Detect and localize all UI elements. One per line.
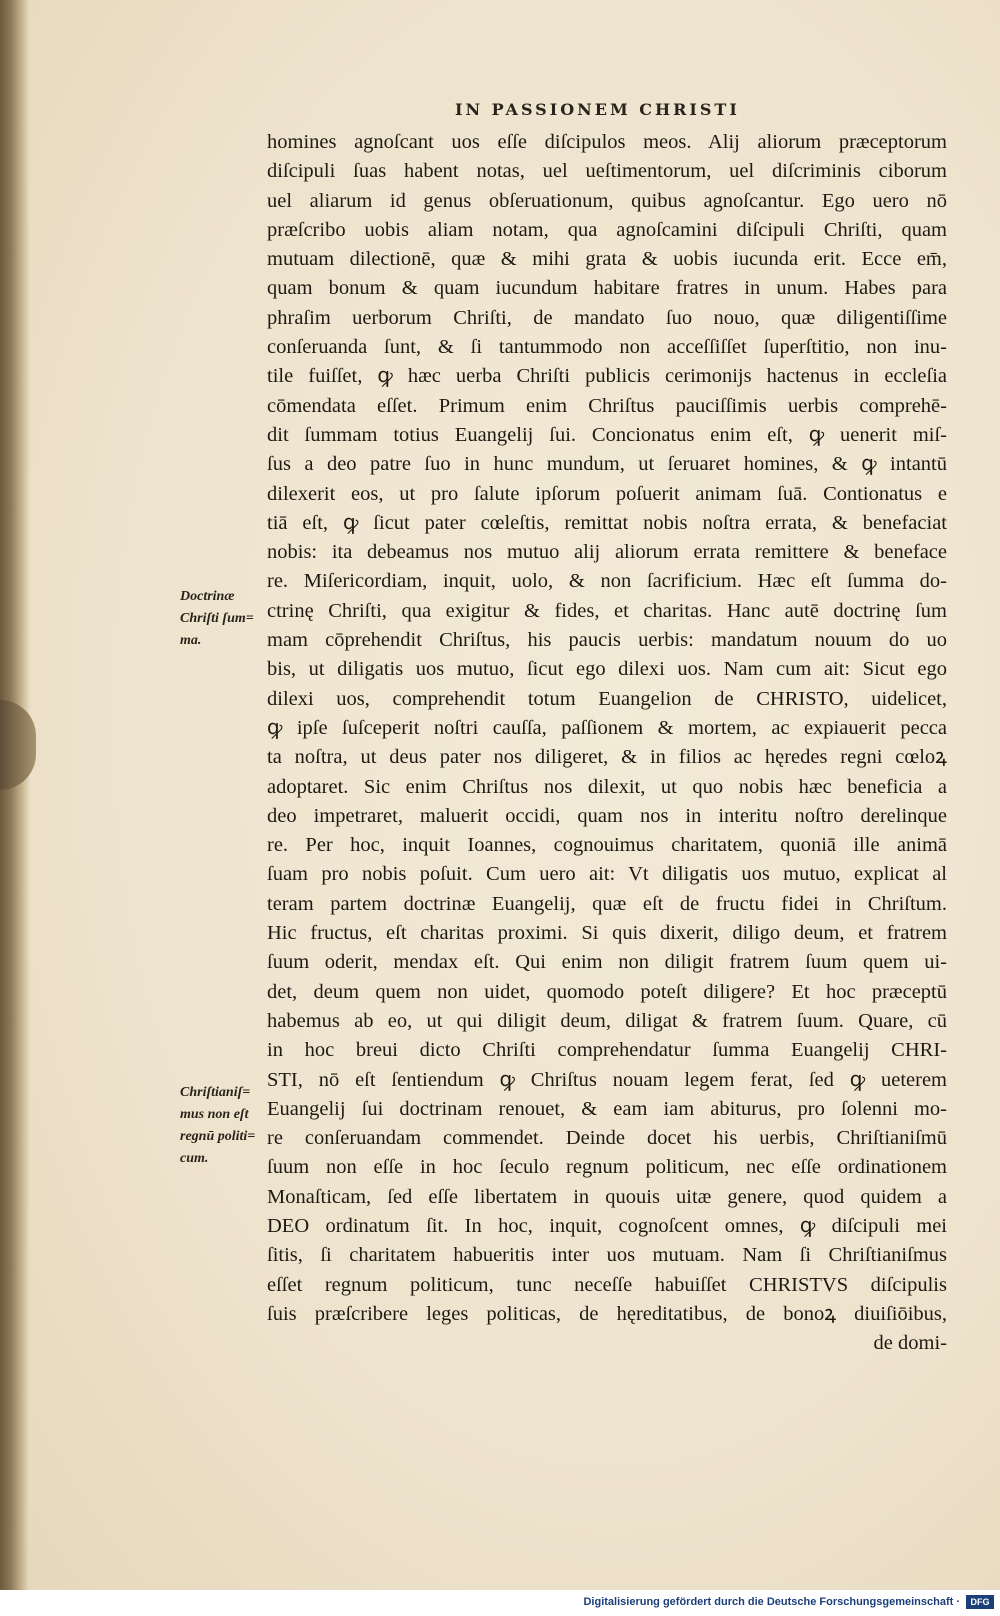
text-line: diſcipuli ſuas habent notas, uel ueſtimentorum, uel diſcriminis ciborum [267,160,947,183]
text-line: mutuam dilectionē, quæ & mihi grata & uobis iucunda erit. Ecce em̄, [267,248,947,271]
text-line: cōmendata eſſet. Primum enim Chriſtus pauciſſimis uerbis comprehē- [267,394,947,417]
text-line: det, deum quem non uidet, quomodo poteſt diligere? Et hoc præceptū [267,980,947,1003]
margin-note-line: ma. [180,633,202,648]
running-head: IN PASSIONEM CHRISTI [455,100,740,119]
text-line: deo impetraret, maluerit occidi, quam nos in interitu noſtro derelinque [267,804,947,827]
text-line: ſus a deo patre ſuo in hunc mundum, ut ſeruaret homines, & ꝙ intantū [267,453,947,476]
text-line: DEO ordinatum ſit. In hoc, inquit, cognoſcent omnes, ꝙ diſcipuli mei [267,1214,947,1237]
book-spine [0,0,30,1590]
text-line: in hoc breui dicto Chriſti comprehendatur ſumma Euangelij CHRI- [267,1039,947,1062]
text-line: de domi- [873,1332,947,1355]
text-line: habemus ab eo, ut qui diligit deum, diligat & fratrem ſuum. Quare, cū [267,1009,947,1032]
margin-note-line: Chriſti ſum= [180,611,254,626]
text-line: re conſeruandam commendet. Deinde docet his uerbis, Chriſtianiſmū [267,1127,947,1150]
text-line: conſeruanda ſunt, & ſi tantummodo non acceſſiſſet ſuperſtitio, non inu- [267,336,947,359]
funding-credit: Digitalisierung gefördert durch die Deutsche Forschungsgemeinschaft · [583,1596,960,1608]
body-text-block [267,128,947,1358]
text-line: eſſet regnum politicum, tunc neceſſe habuiſſet CHRISTVS diſcipulis [267,1273,947,1296]
text-line: Euangelij ſui doctrinam renouet, & eam iam abiturus, pro ſolenni mo- [267,1097,947,1120]
text-line: teram partem doctrinæ Euangelij, quæ eſt de fructu fidei in Chriſtum. [267,892,947,915]
text-line: re. Miſericordiam, inquit, uolo, & non ſacrificium. Hæc eſt ſumma do- [267,570,947,593]
text-line: ctrinę Chriſti, qua exigitur & fides, et charitas. Hanc autē doctrinę ſum [267,599,947,622]
margin-note-christianism [180,1082,270,1170]
text-line: uel aliarum id genus obſeruationum, quibus agnoſcantur. Ego uero nō [267,189,947,212]
text-line: ſuis præſcribere leges politicas, de hęreditatibus, de bonoꝝ diuiſiōibus, [267,1302,947,1325]
margin-note-doctrine [180,586,270,652]
text-line: re. Per hoc, inquit Ioannes, cognouimus charitatem, quoniā ille animā [267,834,947,857]
text-line: quam bonum & quam iucundum habitare fratres in unum. Habes para [267,277,947,300]
text-line: Hic fructus, eſt charitas proximi. Si quis dixerit, diligo deum, et fratrem [267,922,947,945]
text-line: ſitis, ſi charitatem habueritis inter uos mutuam. Nam ſi Chriſtianiſmus [267,1244,947,1267]
text-line: homines agnoſcant uos eſſe diſcipulos meos. Alij aliorum præceptorum [267,131,947,153]
text-line: STI, nō eſt ſentiendum ꝙ Chriſtus nouam legem ferat, ſed ꝙ ueterem [267,1068,947,1091]
margin-note-line: Chriſtianiſ= [180,1085,251,1100]
text-line: tiā eſt, ꝙ ſicut pater cœleſtis, remittat nobis noſtra errata, & benefaciat [267,511,947,534]
text-line: Monaſticam, ſed eſſe libertatem in quouis uitæ genere, quod quidem a [267,1185,947,1208]
text-line: præſcribo uobis aliam notam, qua agnoſcamini diſcipuli Chriſti, quam [267,218,947,241]
text-line: phraſim uerborum Chriſti, de mandato ſuo nouo, quæ diligentiſſime [267,306,947,329]
text-line: dilexi uos, comprehendit totum Euangelion de CHRISTO, uidelicet, [267,687,947,710]
text-line: mam cōprehendit Chriſtus, his paucis uerbis: mandatum nouum do uo [267,629,947,652]
text-line: tile fuiſſet, ꝙ hæc uerba Chriſti publicis cerimonijs hactenus in eccleſia [267,365,947,388]
text-line: ta noſtra, ut deus pater nos diligeret, & in filios ac hęredes regni cœloꝝ [267,746,947,769]
margin-note-line: cum. [180,1151,209,1166]
text-line: bis, ut diligatis uos mutuo, ſicut ego dilexi uos. Nam cum ait: Sicut ego [267,658,947,681]
text-line: ꝙ ipſe ſuſceperit noſtri cauſſa, paſſionem & mortem, ac expiauerit pecca [267,716,947,739]
text-line: ſuam pro nobis poſuit. Cum uero ait: Vt diligatis uos mutuo, explicat al [267,863,947,886]
text-line: nobis: ita debeamus nos mutuo alij aliorum errata remittere & beneface [267,541,947,564]
text-line: dit ſummam totius Euangelij ſui. Concionatus enim eſt, ꝙ uenerit miſ- [267,423,947,446]
margin-note-line: Doctrinæ [180,589,235,604]
text-line: ſuum oderit, mendax eſt. Qui enim non diligit fratrem ſuum quem ui- [267,951,947,974]
text-line: ſuum non eſſe in hoc ſeculo regnum politicum, nec eſſe ordinationem [267,1156,947,1179]
text-line: dilexerit eos, ut pro ſalute ipſorum poſuerit animam ſuā. Contionatus e [267,482,947,505]
dfg-logo-icon: DFG [966,1595,994,1609]
margin-note-line: regnū politi= [180,1129,256,1144]
margin-note-line: mus non eſt [180,1107,249,1122]
text-line: adoptaret. Sic enim Chriſtus nos dilexit, ut quo nobis hæc beneficia a [267,775,947,798]
